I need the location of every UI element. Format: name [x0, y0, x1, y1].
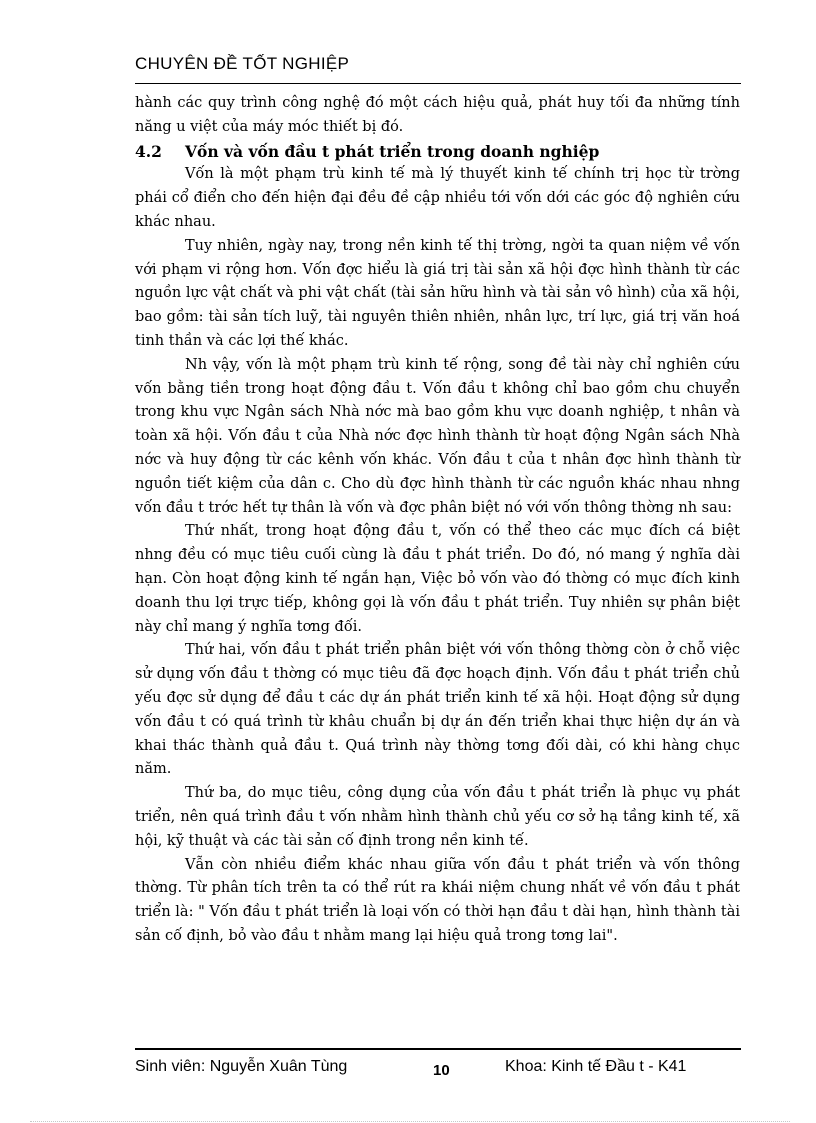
paragraph-4: Thứ nhất, trong hoạt động đầu t, vốn có thể theo các mục đích cá biệt nhng đều có mục tiêu cuối cùng là đầu t phát triển. Do đó, nó mang ý nghĩa dài hạn. Còn hoạt động kinh tế ngắn hạn, Việc bỏ vốn vào đó thờng có mục đích kinh doanh thu lợi trực tiếp, không gọi là vốn đầu t phát triển. Tuy nhiên sự phân biệt này chỉ mang ý nghĩa tơng đối. — [135, 523, 740, 635]
paragraph-1: Vốn là một phạm trù kinh tế mà lý thuyết kinh tế chính trị học từ trờng phái cổ điển cho đến hiện đại đều đề cập nhiều tới vốn dới các góc độ nghiên cứu khác nhau. — [135, 166, 740, 230]
paragraph-5: Thứ hai, vốn đầu t phát triển phân biệt với vốn thông thờng còn ở chỗ việc sử dụng vốn đầu t thờng có mục tiêu đã đợc hoạch định. Vốn đầu t phát triển chủ yếu đợc sử dụng để đầu t các dự án phát triển kinh tế xã hội. Hoạt động sử dụng vốn đầu t có quá trình từ khâu chuẩn bị dự án đến triển khai thực hiện dự án và khai thác thành quả đầu t. Quá trình này thờng tơng đối dài, có khi hàng chục năm. — [135, 642, 740, 778]
footer-divider — [135, 1048, 741, 1050]
paragraph-7: Vẫn còn nhiều điểm khác nhau giữa vốn đầu t phát triển và vốn thông thờng. Từ phân tích trên ta có thể rút ra khái niệm chung nhất về vốn đầu t phát triển là: " Vốn đầu t phát triển là loại vốn có thời hạn đầu t dài hạn, hình thành tài sản cố định, bỏ vào đầu t nhằm mang lại hiệu quả trong tơng lai". — [135, 856, 740, 944]
section-title: Vốn và vốn đầu t phát triển trong doanh nghiệp — [185, 141, 600, 161]
page-number: 10 — [433, 1062, 450, 1079]
page-edge — [30, 1121, 790, 1122]
footer-student: Sinh viên: Nguyễn Xuân Tùng — [135, 1058, 348, 1075]
page-header-title: CHUYÊN ĐỀ TỐT NGHIỆP — [135, 54, 350, 73]
paragraph-continuation: hành các quy trình công nghệ đó một cách hiệu quả, phát huy tối đa những tính năng u việt của máy móc thiết bị đó. — [135, 95, 740, 135]
paragraph-6: Thứ ba, do mục tiêu, công dụng của vốn đầu t phát triển là phục vụ phát triển, nên quá trình đầu t vốn nhằm hình thành chủ yếu cơ sở hạ tầng kinh tế, xã hội, kỹ thuật và các tài sản cố định trong nền kinh tế. — [135, 785, 740, 849]
section-heading — [135, 140, 740, 164]
footer-faculty: Khoa: Kinh tế Đầu t - K41 — [505, 1058, 687, 1075]
header-divider — [135, 83, 741, 84]
document-body — [135, 92, 740, 949]
paragraph-2: Tuy nhiên, ngày nay, trong nền kinh tế thị trờng, ngời ta quan niệm về vốn với phạm vi rộng hơn. Vốn đợc hiểu là giá trị tài sản xã hội đợc hình thành từ các nguồn lực vật chất và phi vật chất (tài sản hữu hình và tài sản vô hình) của xã hội, bao gồm: tài sản tích luỹ, tài nguyên thiên nhiên, nhân lực, trí lực, giá trị văn hoá tinh thần và các lợi thế khác. — [135, 237, 740, 349]
section-number: 4.2 — [135, 141, 162, 161]
paragraph-3: Nh vậy, vốn là một phạm trù kinh tế rộng, song đề tài này chỉ nghiên cứu vốn bằng tiền trong hoạt động đầu t. Vốn đầu t không chỉ bao gồm chu chuyển trong khu vực Ngân sách Nhà nớc mà bao gồm khu vực doanh nghiệp, t nhân và toàn xã hội. Vốn đầu t của Nhà nớc đợc hình thành từ hoạt động Ngân sách Nhà nớc và huy động từ các kênh vốn khác. Vốn đầu t của t nhân đợc hình thành từ nguồn tiết kiệm của dân c. Cho dù đợc hình thành từ các nguồn khác nhau nhng vốn đầu t trớc hết tự thân là vốn và đợc phân biệt nó với vốn thông thờng nh sau: — [135, 356, 740, 516]
